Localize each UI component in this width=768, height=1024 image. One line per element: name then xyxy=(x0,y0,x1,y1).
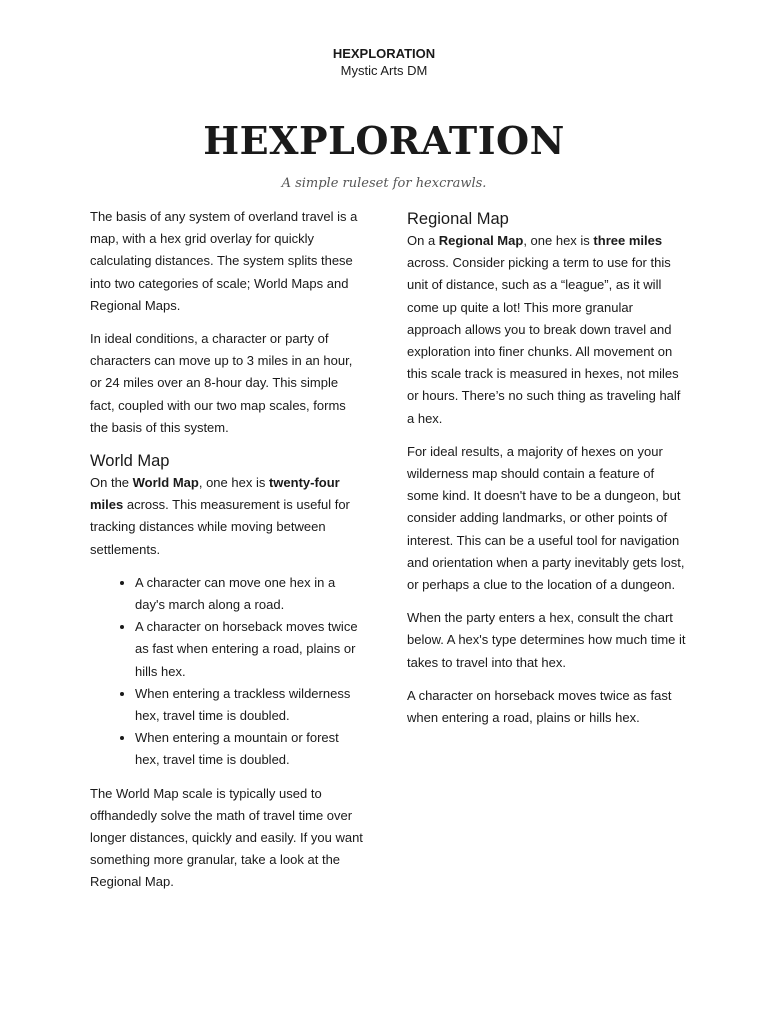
document-subtitle: A simple ruleset for hexcrawls. xyxy=(281,176,487,191)
world-map-text-d: across. This measurement is useful for tracking distances while moving between settlements. xyxy=(90,497,350,557)
regional-map-text-a: On a xyxy=(407,233,439,248)
world-map-bold-distance: twenty-four miles xyxy=(90,475,340,513)
world-map-heading: World Map xyxy=(90,452,170,471)
list-item: • When entering a trackless wilderness hex, travel time is doubled. xyxy=(135,683,365,727)
world-map-rules-list xyxy=(90,572,365,772)
running-header xyxy=(0,45,768,80)
regional-map-bold-distance: three miles xyxy=(593,233,663,248)
left-column xyxy=(90,206,365,905)
list-item: • A character on horseback moves twice as fast when entering a road, plains or hills hex. xyxy=(135,616,365,683)
running-header-title: HEXPLORATION xyxy=(332,46,436,61)
intro-paragraph-1: The basis of any system of overland travel is a map, with a hex grid overlay for quickly calculating distances. The system splits these into two categories of scale; World Maps and Regional Maps. xyxy=(90,209,358,313)
running-header-subtitle: Mystic Arts DM xyxy=(340,63,428,78)
list-item: • When entering a mountain or forest hex, travel time is doubled. xyxy=(135,727,365,771)
world-map-text-c: , one hex is xyxy=(198,475,269,491)
regional-map-paragraph-1 xyxy=(407,230,687,430)
world-map-paragraph-2: The World Map scale is typically used to offhandedly solve the math of travel time over longer distances, quickly and easily. If you want something more granular, take a look at the Regional Map. xyxy=(90,785,363,890)
world-map-text-a: On the xyxy=(90,475,133,491)
regional-map-heading: Regional Map xyxy=(407,210,509,228)
document-title: HEXPLORATION xyxy=(203,118,565,163)
regional-map-paragraph-2: For ideal results, a majority of hexes on your wilderness map should contain a feature of some kind. It doesn't have to be a dungeon, but consider adding landmarks, or other points of interest. This can be a useful tool for navigation and orientation when a party inevitably gets lost, or perhaps a clue to the location of a dungeon. xyxy=(407,443,685,593)
regional-map-text-d: across. Consider picking a term to use for this unit of distance, such as a “league”, as it will come up quite a lot! This more granular approach allows you to break down travel and exploration into finer chunks. All movement on this scale track is measured in hexes, not miles or hours. There’s no such thing as traveling half a hex. xyxy=(407,255,681,426)
right-column xyxy=(407,206,687,740)
regional-map-paragraph-3: When the party enters a hex, consult the chart below. A hex's type determines how much time it takes to travel into that hex. xyxy=(407,610,686,670)
intro-paragraph-2: In ideal conditions, a character or party of characters can move up to 3 miles in an hour, or 24 miles over an 8-hour day. This simple fact, coupled with our two map scales, forms the basis of this system. xyxy=(90,331,353,435)
regional-map-paragraph-4: A character on horseback moves twice as fast when entering a road, plains or hills hex. xyxy=(407,687,672,726)
list-item: • A character can move one hex in a day's march along a road. xyxy=(135,572,365,616)
world-map-paragraph-1 xyxy=(90,472,365,561)
regional-map-text-c: , one hex is xyxy=(523,233,594,248)
regional-map-bold-term: Regional Map xyxy=(438,233,524,248)
world-map-bold-term: World Map xyxy=(132,475,199,491)
